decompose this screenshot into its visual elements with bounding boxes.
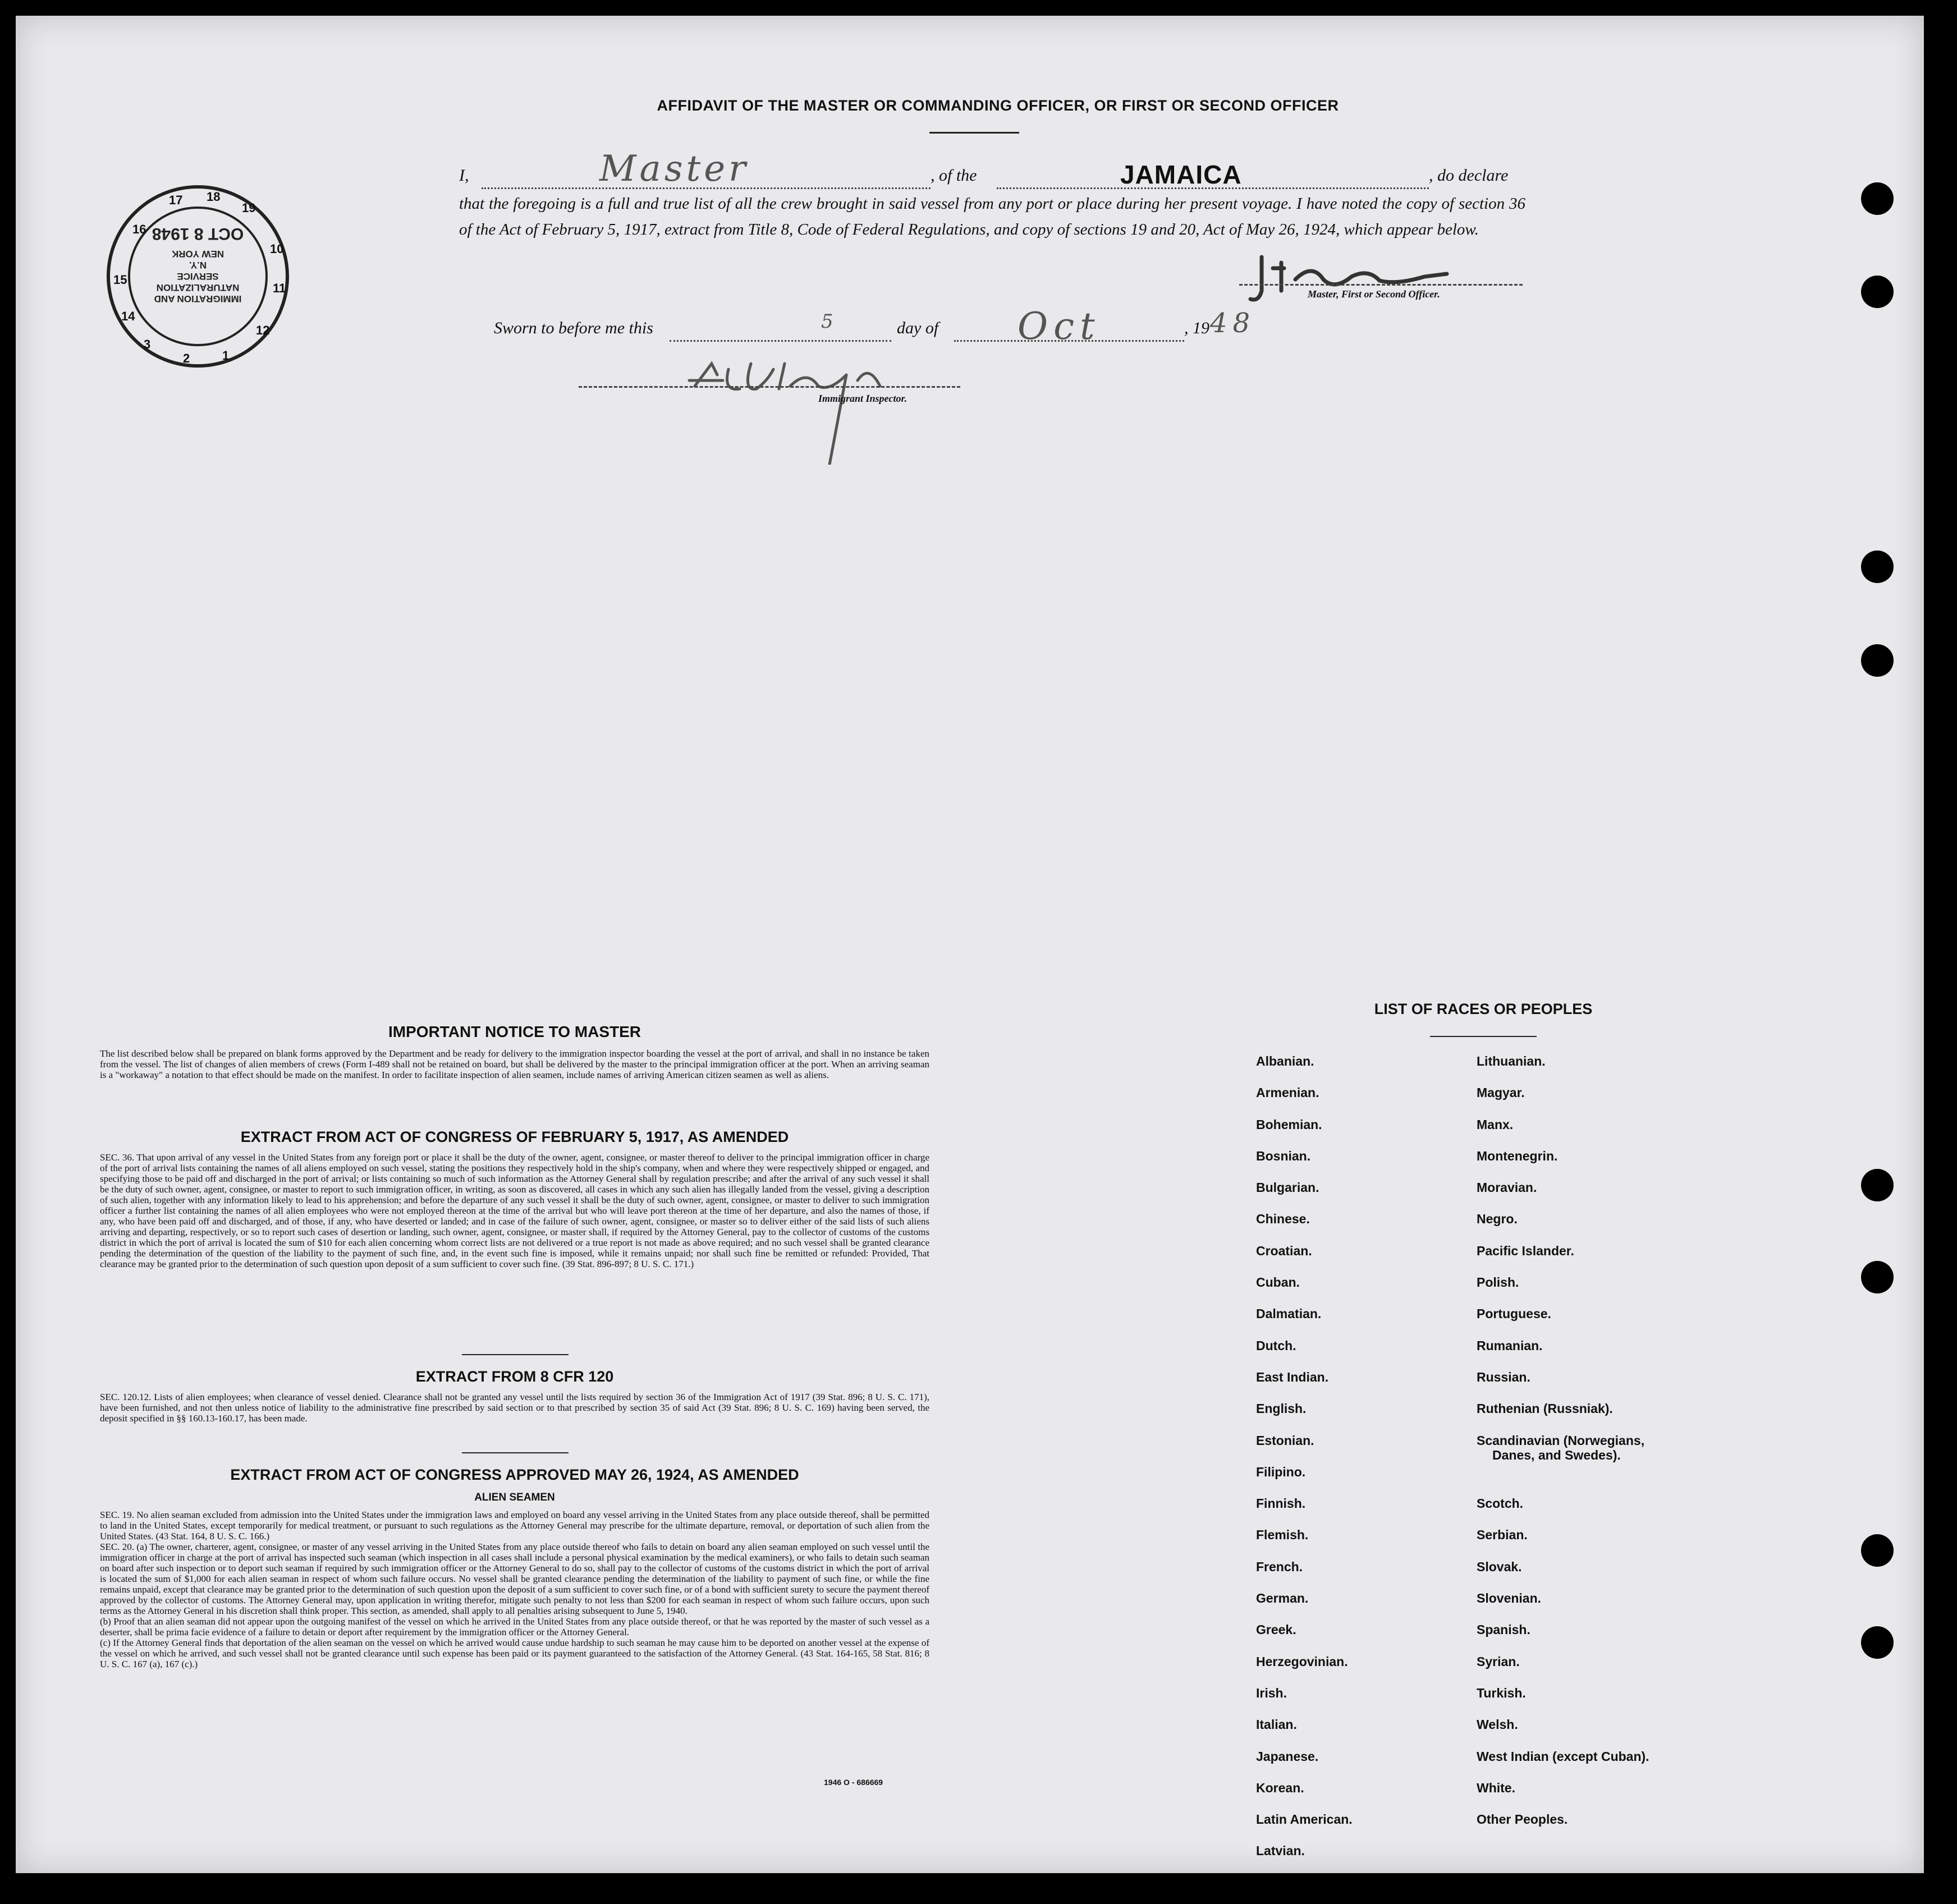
race-item: Syrian. — [1477, 1654, 1520, 1669]
punch-hole — [1861, 182, 1894, 215]
day-of-label: day of — [897, 319, 939, 337]
race-item: West Indian (except Cuban). — [1477, 1749, 1649, 1764]
alien-seamen-subtitle: ALIEN SEAMEN — [474, 1492, 555, 1503]
stamp-ring-number: 15 — [113, 273, 127, 287]
extract-cfr-text: SEC. 120.12. Lists of alien employees; when clearance of vessel denied. Clearance shall not be granted any vessel until the lists required by section 36 of the Immigration Act of 1917 (39 Stat. 896; 8 U. S. C. 171), have been furnished, and not then unless notice of liability to the administrative fine prescribed by said section or to that prescribed by section 35 of said Act (39 Stat. 896; 8 U. S. C. 169) having been served, the deposit specified in §§ 160.13-160.17, has been made. — [100, 1392, 929, 1424]
stamp-ring-number: 3 — [144, 337, 151, 351]
stamp-line5: NEW YORK — [171, 249, 224, 259]
inspector-caption: Immigrant Inspector. — [818, 393, 908, 404]
race-item — [1477, 1433, 1791, 1497]
punch-hole — [1861, 1534, 1894, 1567]
extract-cfr-title: EXTRACT FROM 8 CFR 120 — [415, 1368, 614, 1385]
race-item: Estonian. — [1256, 1433, 1314, 1448]
race-item: Croatian. — [1256, 1243, 1312, 1258]
race-item: Cuban. — [1256, 1275, 1300, 1290]
stamp-ring-number: 12 — [256, 323, 270, 337]
document-page — [16, 16, 1924, 1873]
race-item: Lithuanian. — [1477, 1054, 1546, 1068]
sec-20b-paragraph: (b) Proof that an alien seaman did not appear upon the outgoing manifest of the vessel on which he arrived in the United States from any place outside thereof, or that he was reported by the master of such vessel as a deserter, shall be prima facie evidence of a failure to detain or deport after requirement by the immigration officer or the Attorney General. — [100, 1616, 929, 1637]
stamp-line2: NATURALIZATION — [156, 282, 240, 293]
stamp-ring-number: 14 — [121, 309, 135, 323]
section-divider — [462, 1452, 569, 1453]
race-item: Dalmatian. — [1256, 1306, 1322, 1322]
vessel-name: JAMAICA — [1120, 160, 1242, 189]
race-item: Japanese. — [1256, 1749, 1319, 1764]
race-item: East Indian. — [1256, 1369, 1329, 1384]
race-item: White. — [1477, 1780, 1515, 1795]
race-item: Pacific Islander. — [1477, 1243, 1574, 1258]
punch-hole — [1861, 1626, 1894, 1659]
races-column-1 — [1256, 1054, 1469, 1875]
race-item: Italian. — [1256, 1717, 1297, 1732]
punch-hole — [1861, 1261, 1894, 1293]
stamp-line4: N.Y. — [189, 260, 207, 270]
immigration-date-stamp — [107, 185, 289, 368]
notice-text: The list described below shall be prepared on blank forms approved by the Department and be ready for delivery to the immigration inspector boarding the vessel at the port of arrival, and shall in no instance be taken from the vessel. The list of changes of alien members of crews (Form I-489 shall not be retained on board, but shall be delivered by the master to the principal immigration officer at the port. When an arriving seaman is a "workaway" a notation to that effect should be made on the manifest. In order to facilitate inspection of alien seamen, include names of arriving American citizen seamen as well as aliens. — [100, 1048, 929, 1080]
stamp-ring-number: 2 — [183, 351, 190, 365]
race-item: Rumanian. — [1477, 1338, 1543, 1353]
stamp-ring-number: 17 — [169, 193, 183, 207]
stamp-ring-number: 18 — [207, 190, 221, 204]
stamp-ring-number: 1 — [222, 348, 230, 363]
races-title-underline — [1430, 1036, 1537, 1037]
inspector-signature-line — [579, 386, 960, 388]
i-label: I, — [459, 166, 469, 185]
punch-hole — [1861, 1169, 1894, 1201]
master-signature-line — [1239, 284, 1523, 286]
master-caption: Master, First or Second Officer. — [1308, 288, 1440, 300]
race-item: Russian. — [1477, 1369, 1530, 1384]
sworn-label: Sworn to before me this — [494, 319, 653, 337]
race-item: Chinese. — [1256, 1212, 1310, 1227]
race-item: Spanish. — [1477, 1622, 1530, 1637]
race-item: Flemish. — [1256, 1527, 1309, 1543]
extract-1924-title: EXTRACT FROM ACT OF CONGRESS APPROVED MAY 26, 1924, AS AMENDED — [230, 1466, 799, 1483]
race-item: Slovak. — [1477, 1559, 1522, 1574]
punch-hole — [1861, 550, 1894, 583]
race-item: Bosnian. — [1256, 1148, 1311, 1163]
race-item: Dutch. — [1256, 1338, 1296, 1353]
race-item-line: Danes, and Swedes). — [1492, 1447, 1621, 1462]
race-item: Albanian. — [1256, 1054, 1314, 1068]
race-item: Other Peoples. — [1477, 1812, 1568, 1827]
affidavit-title: AFFIDAVIT OF THE MASTER OR COMMANDING OFFICER, OR FIRST OR SECOND OFFICER — [657, 97, 1339, 114]
print-code: 1946 O - 686669 — [824, 1778, 883, 1787]
sec-20c-paragraph: (c) If the Attorney General finds that deportation of the alien seaman on the vessel on which he arrived would cause undue hardship to such seaman he may cause him to be deported on another vessel at the expense of the vessel on which he arrived, and such vessel shall not be granted clearance until such expense has been paid or its payment guaranteed to the satisfaction of the Attorney General. (43 Stat. 164-165, 58 Stat. 816; 8 U. S. C. 167 (a), 167 (c).) — [100, 1637, 929, 1669]
race-item: Polish. — [1477, 1275, 1519, 1290]
section-divider — [462, 1354, 569, 1355]
race-item: French. — [1256, 1559, 1303, 1574]
race-item: Latin American. — [1256, 1812, 1353, 1827]
race-item: Herzegovinian. — [1256, 1654, 1348, 1669]
stamp-ring-number: 19 — [242, 201, 256, 215]
title-underline — [929, 132, 1019, 134]
year-prefix: , 19 — [1184, 319, 1209, 337]
race-item: Negro. — [1477, 1212, 1518, 1227]
punch-hole — [1861, 644, 1894, 677]
race-item: Welsh. — [1477, 1717, 1518, 1732]
day-handwriting: 5 — [821, 310, 833, 333]
race-item: Ruthenian (Russniak). — [1477, 1401, 1613, 1416]
race-item: Finnish. — [1256, 1496, 1306, 1511]
extract-1924-text — [100, 1510, 929, 1669]
race-item: Bulgarian. — [1256, 1180, 1319, 1195]
stamp-date: OCT 8 1948 — [152, 224, 244, 243]
race-item: Portuguese. — [1477, 1306, 1551, 1322]
race-item: Greek. — [1256, 1622, 1296, 1637]
sec-20a-paragraph: SEC. 20. (a) The owner, charterer, agent, consignee, or master of any vessel arriving in the United States from any place outside thereof who fails to detain on board any alien seaman employed on such vessel until the immigration officer in charge at the port of arrival has inspected such seaman (which inspection in all cases shall include a personal physical examination by the medical examiners), or who fails to detain such seaman on board after such inspection or to deport such seaman if required by such immigration officer or the Attorney General to do so, shall pay to the collector of customs of the customs district in which the port of arrival is located the sum of $1,000 for each alien seaman in respect of whom such failure occurs. No vessel shall be granted clearance pending the determination of the liability to payment of such fine, or while the fine remains unpaid, except that clearance may be granted prior to the determination of such question upon the deposit of a sum sufficient to cover such fine, or of a bond with sufficient surety to secure the payment thereof approved by the collector of customs. The Attorney General may, upon application in writing therefor, mitigate such penalty to not less than $200 for each seaman in respect of whom such failure occurs, upon such terms as the Attorney General in his discretion shall think proper. This section, as amended, shall apply to all penalties arising subsequent to June 5, 1940. — [100, 1541, 929, 1616]
race-item: Moravian. — [1477, 1180, 1537, 1195]
notice-title: IMPORTANT NOTICE TO MASTER — [388, 1023, 641, 1040]
race-item: Scotch. — [1477, 1496, 1524, 1511]
race-item: Irish. — [1256, 1685, 1287, 1700]
extract-1917-text: SEC. 36. That upon arrival of any vessel in the United States from any foreign port or place it shall be the duty of the owner, agent, consignee, or master thereof to deliver to the principal immigration officer in charge of the port of arrival lists containing the names of all aliens employed on such vessel, stating the positions they respectively hold in the ship's company, when and where they were respectively shipped or engaged, and specifying those to be paid off and discharged in the port of arrival; or lists containing so much of such information as the Attorney General shall by regulation prescribe; and after the arrival of any such vessel it shall be the duty of such owner, agent, consignee, or master to report to such immigration officer, in writing, as soon as discovered, all cases in which any such alien has illegally landed from the vessel, giving a description of such alien, together with any information likely to lead to his apprehension; and before the departure of any such vessel it shall be the duty of such owner, agent, consignee, or master to deliver to such immigration officer a further list containing the names of all alien employees who were not employed thereon at the time of the arrival but who will leave port thereon at the time of her departure, and also the names of those, if any, who have been paid off and discharged, and of those, if any, who have deserted or landed; and in case of the failure of such owner, agent, consignee, or master so to deliver either of the said lists of such aliens arriving and departing, respectively, or so to report such cases of desertion or landing, such owner, agent, consignee, or master shall, if required by the Attorney General, pay to the collector of customs of the customs district in which the port of arrival is located the sum of $10 for each alien concerning whom correct lists are not delivered or a true report is not made as above required; and no such vessel shall be granted clearance pending the determination of the question of the liability to the payment of such fine, and, in the event such fine is imposed, while it remains unpaid; nor shall such fine be remitted or refunded: Provided, That clearance may be granted prior to the determination of such question upon deposit of a sum sufficient to cover such fine. (39 Stat. 896-897; 8 U. S. C. 171.) — [100, 1152, 929, 1269]
race-item: Turkish. — [1477, 1685, 1526, 1700]
stamp-ring-number: 10 — [270, 242, 284, 256]
stamp-line3: SERVICE — [177, 271, 219, 282]
race-item: Bohemian. — [1256, 1117, 1322, 1132]
race-item: German. — [1256, 1591, 1309, 1606]
of-the-label: , of the — [931, 166, 977, 185]
race-item: Manx. — [1477, 1117, 1514, 1132]
stamp-ring-number: 16 — [132, 222, 146, 236]
races-column-2 — [1477, 1054, 1791, 1843]
race-item: Slovenian. — [1477, 1591, 1542, 1606]
race-item: Korean. — [1256, 1780, 1304, 1795]
stamp-ring-number: 11 — [273, 281, 286, 295]
races-title: LIST OF RACES OR PEOPLES — [1374, 1001, 1593, 1017]
race-item: Armenian. — [1256, 1085, 1319, 1100]
race-item: Serbian. — [1477, 1527, 1528, 1543]
race-item: English. — [1256, 1401, 1307, 1416]
affidavit-text: that the foregoing is a full and true list of all the crew brought in said vessel from any port or place during her present voyage. I have noted the copy of section 36 of the Act of February 5, 1917, extract from Title 8, Code of Federal Regulations, and copy of sections 19 and 20, Act of May 26, 1924, which appear below. — [459, 195, 1525, 238]
extract-1917-title: EXTRACT FROM ACT OF CONGRESS OF FEBRUARY 5, 1917, AS AMENDED — [240, 1128, 789, 1145]
master-name-handwriting: Master — [599, 148, 749, 190]
race-item: Filipino. — [1256, 1464, 1306, 1479]
race-item: Magyar. — [1477, 1085, 1525, 1100]
do-declare-label: , do declare — [1429, 166, 1509, 185]
year-handwriting: 48 — [1210, 308, 1256, 339]
sec-19-paragraph: SEC. 19. No alien seaman excluded from admission into the United States under the immigration laws and employed on board any vessel arriving in the United States from any place outside thereof, shall be permitted to land in the United States, except temporarily for medical treatment, or pursuant to such regulations as the Attorney General may prescribe for the ultimate departure, removal, or deportation of such alien from the United States. (43 Stat. 164, 8 U. S. C. 166.) — [100, 1510, 929, 1541]
punch-hole — [1861, 276, 1894, 308]
stamp-line1: IMMIGRATION AND — [154, 293, 242, 304]
race-item-line: Scandinavian (Norwegians, — [1477, 1433, 1645, 1448]
race-item: Montenegrin. — [1477, 1148, 1558, 1163]
race-item: Latvian. — [1256, 1843, 1305, 1859]
month-handwriting: Oct — [1018, 305, 1101, 348]
